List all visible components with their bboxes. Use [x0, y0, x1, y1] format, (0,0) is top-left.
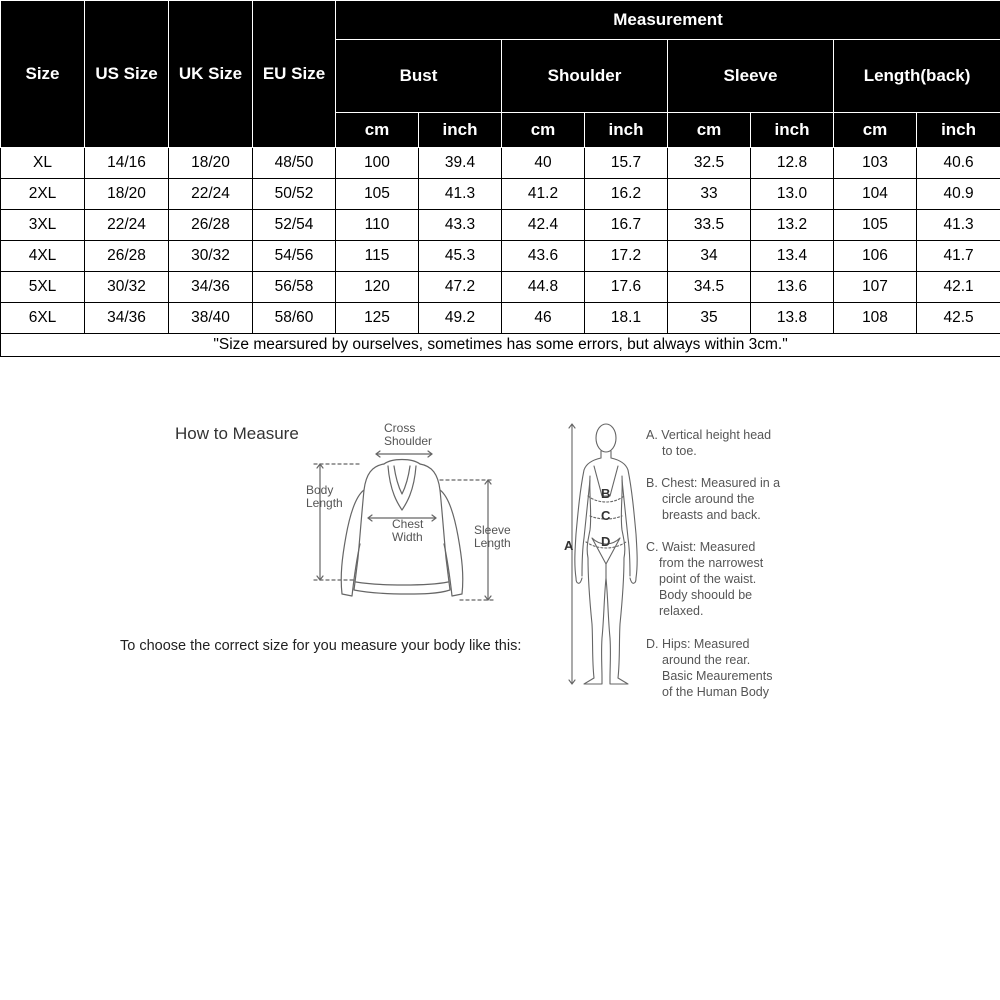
hint-line: D. Hips: Measured [646, 637, 750, 651]
table-cell: 17.6 [585, 272, 668, 303]
table-cell: 34/36 [85, 303, 169, 334]
header-uk-size: UK Size [169, 1, 253, 148]
table-cell: 2XL [1, 179, 85, 210]
table-cell: 39.4 [419, 148, 502, 179]
table-cell: 35 [668, 303, 751, 334]
table-cell: 48/50 [253, 148, 336, 179]
header-us-size: US Size [85, 1, 169, 148]
human-body-diagram-icon [560, 418, 660, 690]
table-cell: 125 [336, 303, 419, 334]
table-cell: 100 [336, 148, 419, 179]
hint-line: point of the waist. [659, 572, 757, 586]
marker-c: C [601, 508, 611, 523]
table-cell: 30/32 [85, 272, 169, 303]
table-cell: 5XL [1, 272, 85, 303]
table-row [1, 148, 1000, 179]
table-cell: 16.7 [585, 210, 668, 241]
table-row [1, 210, 1000, 241]
hint-line: breasts and back. [662, 508, 761, 522]
guide-instruction: To choose the correct size for you measure your body like this: [120, 638, 522, 654]
table-cell: 18.1 [585, 303, 668, 334]
sweater-diagram-icon [300, 418, 520, 613]
guide-title: How to Measure [175, 424, 299, 443]
table-cell: 115 [336, 241, 419, 272]
table-cell: 34/36 [169, 272, 253, 303]
hint-line: B. Chest: Measured in a [646, 476, 781, 490]
table-cell: 3XL [1, 210, 85, 241]
table-cell: 40 [502, 148, 585, 179]
marker-a: A [564, 538, 574, 553]
table-cell: 58/60 [253, 303, 336, 334]
header-size: Size [1, 1, 85, 148]
table-cell: 14/16 [85, 148, 169, 179]
marker-b: B [601, 486, 611, 501]
table-cell: 32.5 [668, 148, 751, 179]
header-bust-cm: cm [336, 113, 419, 148]
label-body-length-2: Length [306, 496, 343, 510]
table-cell: 33 [668, 179, 751, 210]
hint-line: around the rear. [662, 653, 751, 667]
header-length-back: Length(back) [834, 40, 1000, 113]
table-cell: 52/54 [253, 210, 336, 241]
table-cell: 104 [834, 179, 917, 210]
header-shoulder-inch: inch [585, 113, 668, 148]
size-chart-table [0, 0, 1000, 357]
table-cell: 50/52 [253, 179, 336, 210]
header-measurement: Measurement [336, 1, 1000, 40]
hint-line: C. Waist: Measured [646, 540, 756, 554]
header-shoulder-cm: cm [502, 113, 585, 148]
table-cell: 41.7 [917, 241, 1000, 272]
table-cell: 15.7 [585, 148, 668, 179]
table-cell: 120 [336, 272, 419, 303]
label-sleeve-length-2: Length [474, 536, 511, 550]
header-sleeve-inch: inch [751, 113, 834, 148]
table-cell: 41.3 [917, 210, 1000, 241]
hint-line: circle around the [662, 492, 755, 506]
table-cell: 13.4 [751, 241, 834, 272]
table-cell: 43.3 [419, 210, 502, 241]
table-cell: 47.2 [419, 272, 502, 303]
table-cell: 34 [668, 241, 751, 272]
marker-d: D [601, 534, 611, 549]
table-cell: 22/24 [169, 179, 253, 210]
table-cell: 38/40 [169, 303, 253, 334]
table-cell: 13.8 [751, 303, 834, 334]
table-cell: 42.4 [502, 210, 585, 241]
table-note: "Size mearsured by ourselves, sometimes has some errors, but always within 3cm." [1, 334, 1000, 357]
table-cell: 13.2 [751, 210, 834, 241]
table-row [1, 272, 1000, 303]
table-cell: 17.2 [585, 241, 668, 272]
label-cross-shoulder-2: Shoulder [384, 434, 433, 448]
hint-waist [646, 539, 763, 619]
table-row [1, 241, 1000, 272]
table-cell: 41.2 [502, 179, 585, 210]
table-cell: 6XL [1, 303, 85, 334]
table-cell: 41.3 [419, 179, 502, 210]
header-eu-size: EU Size [253, 1, 336, 148]
hint-hips [646, 636, 772, 700]
label-chest-width-2: Width [392, 530, 423, 544]
table-cell: 16.2 [585, 179, 668, 210]
label-body-length-1: Body [306, 483, 334, 497]
table-cell: 18/20 [85, 179, 169, 210]
table-cell: 105 [834, 210, 917, 241]
table-cell: 49.2 [419, 303, 502, 334]
table-cell: 34.5 [668, 272, 751, 303]
header-shoulder: Shoulder [502, 40, 668, 113]
header-bust-inch: inch [419, 113, 502, 148]
table-cell: 18/20 [169, 148, 253, 179]
table-note-row [1, 334, 1000, 357]
table-cell: 54/56 [253, 241, 336, 272]
table-cell: 43.6 [502, 241, 585, 272]
table-cell: 107 [834, 272, 917, 303]
hint-vertical-height [646, 427, 771, 459]
header-bust: Bust [336, 40, 502, 113]
hint-line: from the narrowest [659, 556, 764, 570]
table-cell: 12.8 [751, 148, 834, 179]
table-cell: 4XL [1, 241, 85, 272]
hint-line: Basic Meaurements [662, 669, 773, 683]
hint-line: to toe. [662, 444, 697, 458]
table-cell: 13.0 [751, 179, 834, 210]
table-cell: 22/24 [85, 210, 169, 241]
table-row [1, 303, 1000, 334]
table-cell: 110 [336, 210, 419, 241]
header-length-cm: cm [834, 113, 917, 148]
header-length-inch: inch [917, 113, 1000, 148]
table-cell: 33.5 [668, 210, 751, 241]
table-cell: 42.5 [917, 303, 1000, 334]
table-cell: 45.3 [419, 241, 502, 272]
table-cell: 105 [336, 179, 419, 210]
table-cell: 44.8 [502, 272, 585, 303]
table-cell: 56/58 [253, 272, 336, 303]
label-sleeve-length-1: Sleeve [474, 523, 511, 537]
table-cell: 13.6 [751, 272, 834, 303]
table-cell: 42.1 [917, 272, 1000, 303]
table-cell: 108 [834, 303, 917, 334]
table-cell: 26/28 [85, 241, 169, 272]
table-cell: 40.6 [917, 148, 1000, 179]
label-cross-shoulder-1: Cross [384, 421, 416, 435]
hint-line: A. Vertical height head [646, 428, 772, 442]
table-cell: 40.9 [917, 179, 1000, 210]
label-chest-width-1: Chest [392, 517, 424, 531]
table-cell: 26/28 [169, 210, 253, 241]
table-row [1, 179, 1000, 210]
table-cell: 106 [834, 241, 917, 272]
hint-line: Body shoould be [659, 588, 753, 602]
table-cell: 30/32 [169, 241, 253, 272]
header-sleeve: Sleeve [668, 40, 834, 113]
hint-line: of the Human Body [662, 685, 770, 699]
hint-line: relaxed. [659, 604, 704, 618]
header-sleeve-cm: cm [668, 113, 751, 148]
table-cell: 46 [502, 303, 585, 334]
hint-chest [646, 475, 780, 523]
table-cell: XL [1, 148, 85, 179]
table-cell: 103 [834, 148, 917, 179]
